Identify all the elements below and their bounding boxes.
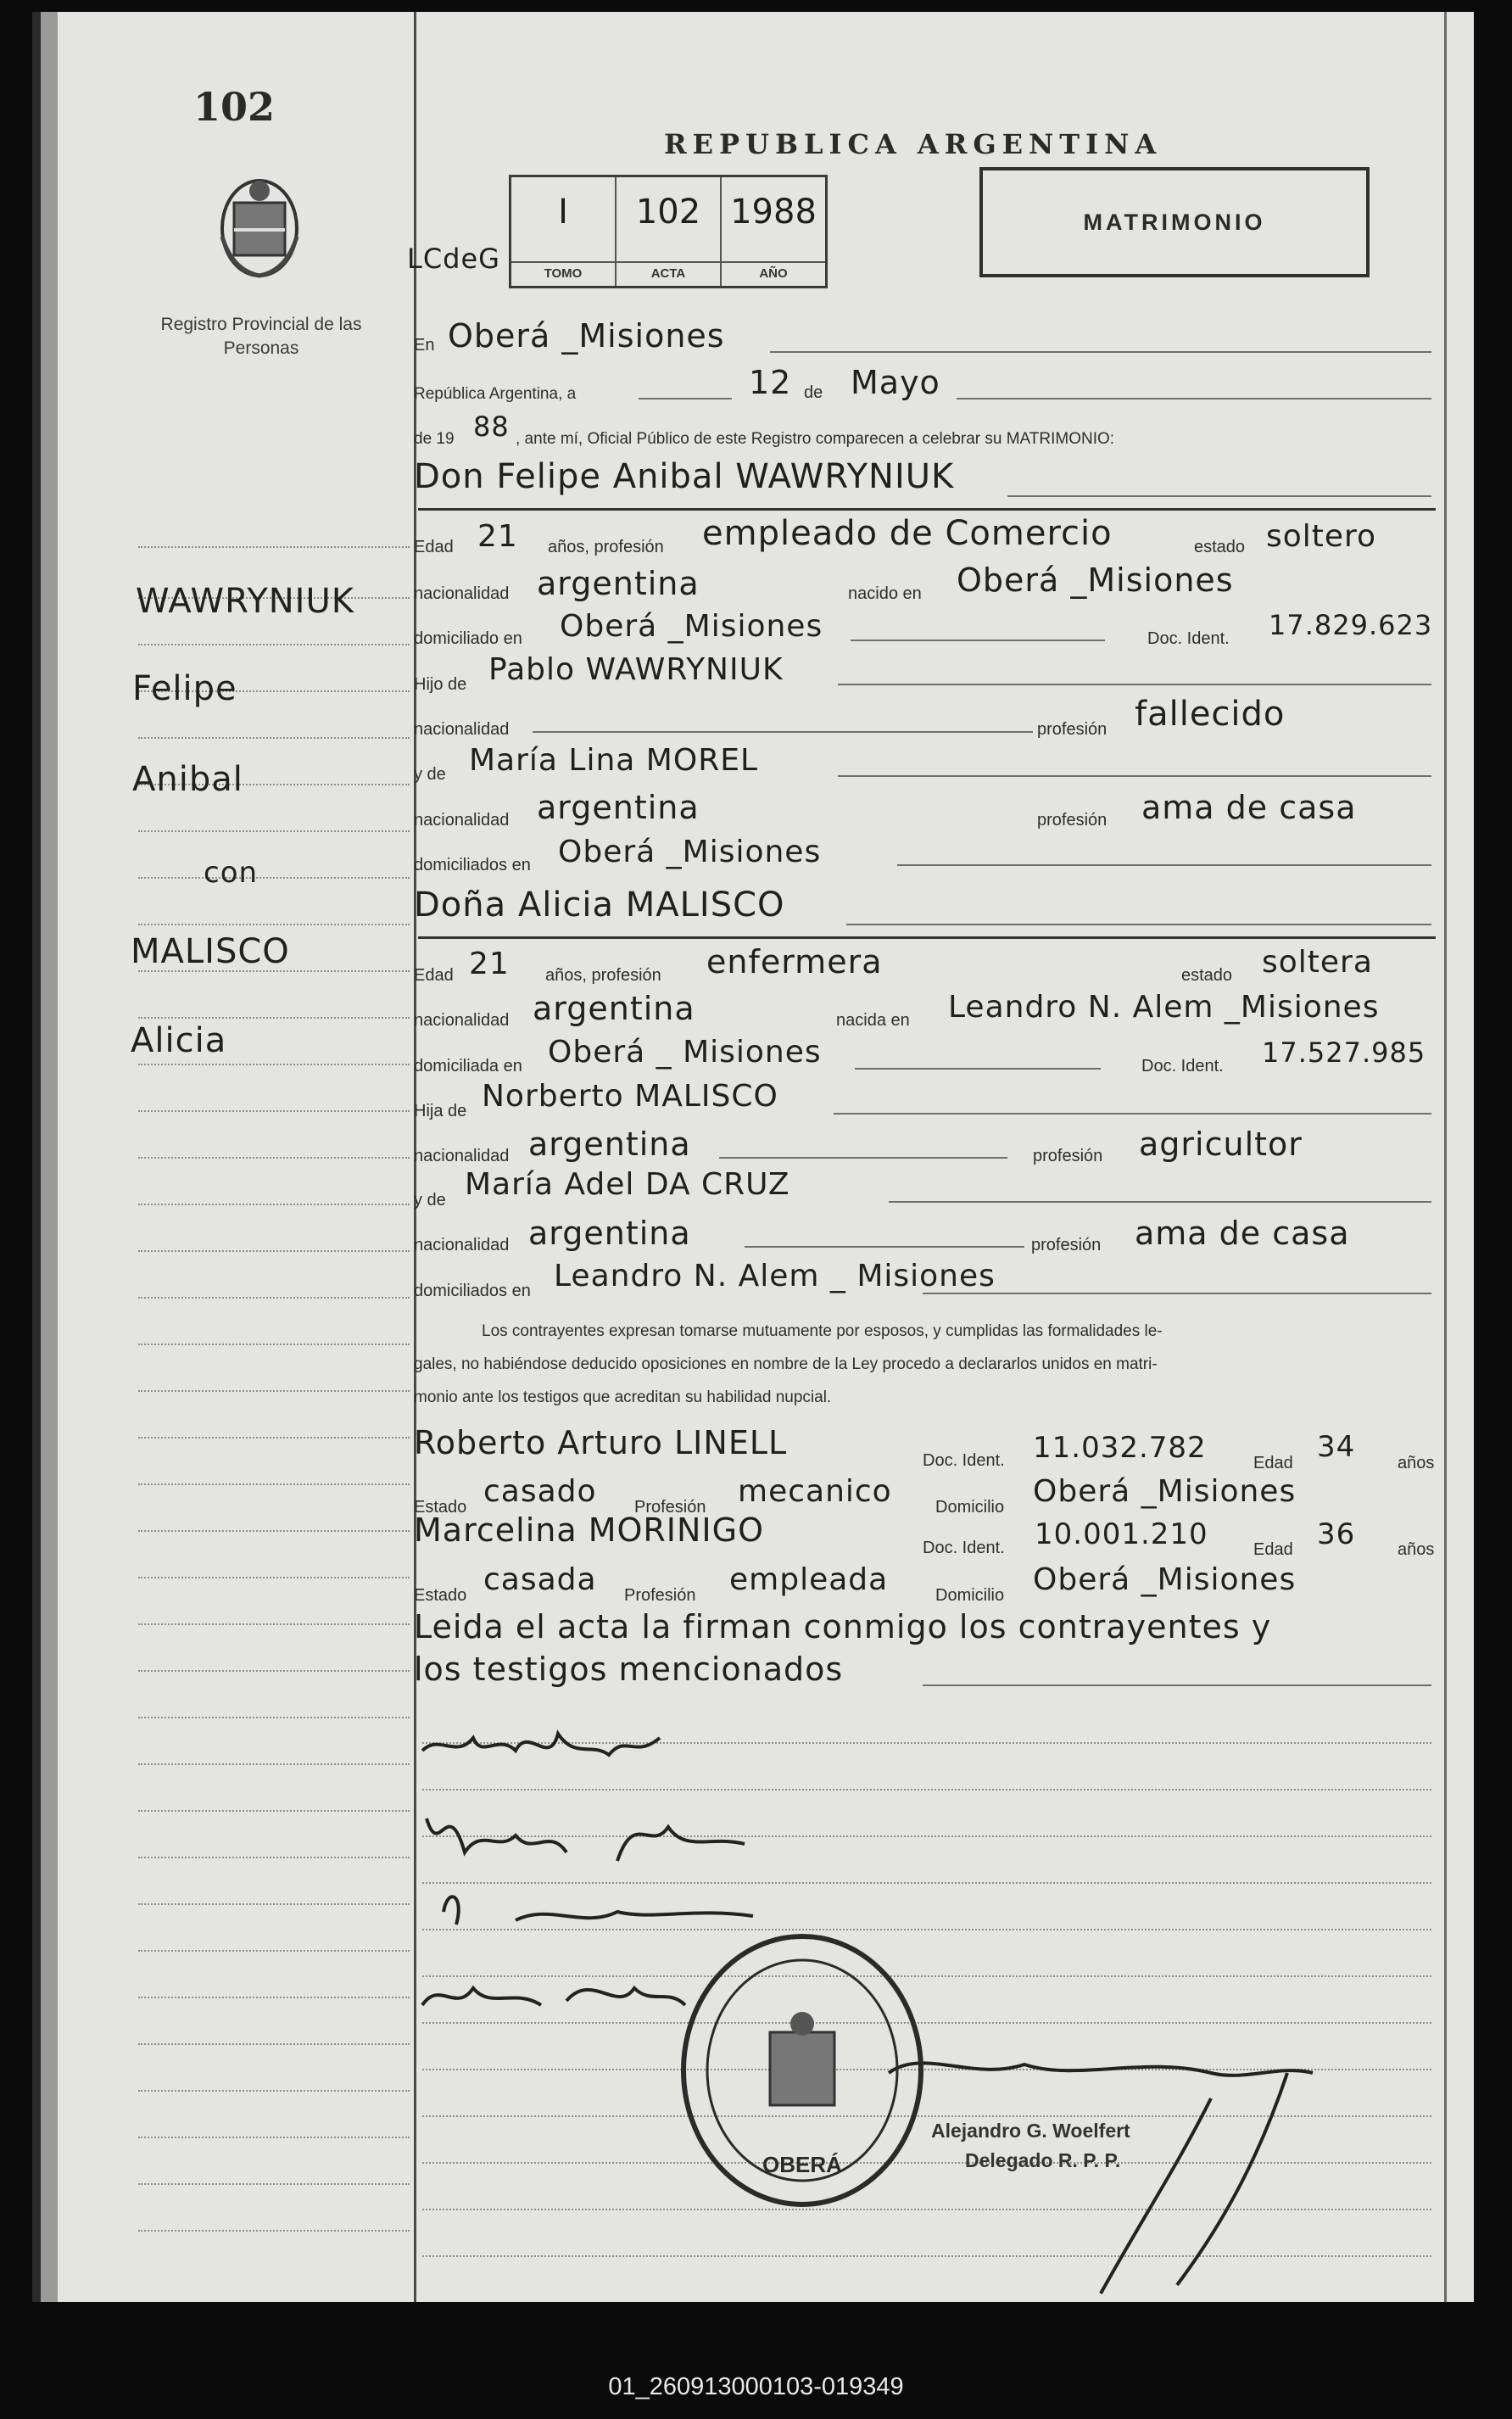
declaration-line-3: monio ante los testigos que acreditan su habilidad nupcial. xyxy=(414,1388,832,1406)
officer-signature xyxy=(889,2063,1313,2293)
day-value: 12 xyxy=(749,364,792,401)
bride-age: 21 xyxy=(469,947,510,981)
groom-mother-profession: ama de casa xyxy=(1141,789,1357,826)
groom-domicile: Oberá _Misiones xyxy=(560,609,823,644)
witness1-anos-label: años xyxy=(1398,1454,1435,1472)
witness2-domicile: Oberá _Misiones xyxy=(1033,1562,1297,1597)
groom-father-label: Hijo de xyxy=(414,675,467,694)
witness1-age-label: Edad xyxy=(1253,1454,1293,1472)
bride-nationality-label: nacionalidad xyxy=(414,1011,510,1030)
margin-secondname-groom: Anibal xyxy=(132,760,243,799)
groom-mother-label: y de xyxy=(414,765,446,784)
image-id-footer: 01_260913000103-019349 xyxy=(608,2373,904,2400)
witness2-domicile-label: Domicilio xyxy=(935,1586,1005,1605)
bride-status-label: estado xyxy=(1181,966,1233,985)
margin-firstname-groom: Felipe xyxy=(132,669,237,708)
groom-father-nationality-label: nacionalidad xyxy=(414,720,510,739)
register-page xyxy=(32,12,1474,2302)
witness2-status-label: Estado xyxy=(414,1586,467,1605)
bride-doc-label: Doc. Ident. xyxy=(1141,1057,1224,1075)
place-value: Oberá _Misiones xyxy=(448,317,725,355)
year-prefix: de 19 xyxy=(414,430,455,448)
witness2-profession: empleada xyxy=(729,1562,889,1597)
groom-mother-profession-label: profesión xyxy=(1037,811,1107,830)
bride-mother-nationality: argentina xyxy=(528,1215,691,1252)
bride-father-profession: agricultor xyxy=(1139,1126,1303,1163)
bride-profession-label: años, profesión xyxy=(545,966,661,985)
officer-title: Delegado R. P. P. xyxy=(965,2149,1121,2171)
groom-doc-label: Doc. Ident. xyxy=(1147,629,1230,648)
groom-father: Pablo WAWRYNIUK xyxy=(488,652,784,687)
bride-father-profession-label: profesión xyxy=(1033,1147,1103,1165)
witness1-domicile: Oberá _Misiones xyxy=(1033,1474,1297,1509)
groom-profession-label: años, profesión xyxy=(548,538,664,556)
bride-profession: enfermera xyxy=(706,943,883,980)
witness1-profession: mecanico xyxy=(738,1474,892,1509)
bride-domicile: Oberá _ Misiones xyxy=(548,1035,822,1070)
witness1-name: Roberto Arturo LINELL xyxy=(414,1424,788,1461)
witness2-doc: 10.001.210 xyxy=(1035,1517,1208,1551)
bride-parents-domicile-label: domiciliados en xyxy=(414,1282,531,1300)
en-label: En xyxy=(414,336,435,355)
bride-mother-nationality-label: nacionalidad xyxy=(414,1236,510,1254)
margin-con: con xyxy=(204,856,259,890)
bride-father-nationality: argentina xyxy=(528,1126,691,1163)
groom-name: Don Felipe Anibal WAWRYNIUK xyxy=(414,457,955,496)
ano-label: AÑO xyxy=(722,261,825,281)
official-seal-icon xyxy=(675,1930,929,2210)
groom-nationality-label: nacionalidad xyxy=(414,584,510,603)
bride-status: soltera xyxy=(1262,945,1373,980)
bride-father-nationality-label: nacionalidad xyxy=(414,1147,510,1165)
registry-name: Registro Provincial de las Personas xyxy=(160,315,362,358)
groom-birthplace-label: nacido en xyxy=(848,584,922,603)
bride-mother-label: y de xyxy=(414,1191,446,1210)
bride-parents-domicile: Leandro N. Alem _ Misiones xyxy=(554,1259,996,1293)
groom-domicile-label: domiciliado en xyxy=(414,629,522,648)
groom-profession: empleado de Comercio xyxy=(702,514,1113,553)
closing-line-1: Leida el acta la firman conmigo los contrayentes y xyxy=(414,1608,1272,1645)
witness1-domicile-label: Domicilio xyxy=(935,1498,1005,1517)
bride-signature xyxy=(427,1818,745,1861)
groom-signature xyxy=(422,1734,660,1755)
bride-mother-profession: ama de casa xyxy=(1135,1215,1350,1252)
witness2-profession-label: Profesión xyxy=(624,1586,696,1605)
bride-mother-profession-label: profesión xyxy=(1031,1236,1102,1254)
bride-birthplace-label: nacida en xyxy=(836,1011,910,1030)
bride-nationality: argentina xyxy=(533,990,695,1027)
witness2-signature xyxy=(422,1988,685,2005)
month-value: Mayo xyxy=(851,364,940,401)
bride-mother: María Adel DA CRUZ xyxy=(465,1167,790,1202)
bride-father-label: Hija de xyxy=(414,1102,467,1120)
year-suffix: 88 xyxy=(473,411,510,443)
groom-nationality: argentina xyxy=(537,565,700,602)
de-label: de xyxy=(804,383,823,402)
closing-line-2: los testigos mencionados xyxy=(414,1651,844,1688)
margin-surname-groom: WAWRYNIUK xyxy=(136,582,354,621)
witness1-status-label: Estado xyxy=(414,1498,467,1517)
witness2-age: 36 xyxy=(1317,1517,1356,1551)
country-title: REPUBLICA ARGENTINA xyxy=(664,128,1163,160)
groom-status: soltero xyxy=(1266,519,1377,554)
groom-parents-domicile-label: domiciliados en xyxy=(414,856,531,874)
groom-father-profession-label: profesión xyxy=(1037,720,1107,739)
witness2-doc-label: Doc. Ident. xyxy=(923,1539,1005,1557)
witness2-status: casada xyxy=(483,1562,597,1597)
groom-parents-domicile: Oberá _Misiones xyxy=(558,835,822,869)
witness1-status: casado xyxy=(483,1474,597,1509)
witness2-age-label: Edad xyxy=(1253,1540,1293,1559)
margin-surname-bride: MALISCO xyxy=(131,932,290,971)
witness1-doc: 11.032.782 xyxy=(1033,1431,1207,1465)
record-type-box: MATRIMONIO xyxy=(979,167,1370,277)
groom-age-label: Edad xyxy=(414,538,454,556)
acta-value: 102 xyxy=(635,193,701,232)
witness1-profession-label: Profesión xyxy=(634,1498,706,1517)
groom-mother-nationality: argentina xyxy=(537,789,700,826)
bride-name: Doña Alicia MALISCO xyxy=(414,885,785,925)
witness2-name: Marcelina MORINIGO xyxy=(414,1511,764,1549)
bride-age-label: Edad xyxy=(414,966,454,985)
page-number: 102 xyxy=(193,84,276,130)
witness1-doc-label: Doc. Ident. xyxy=(923,1451,1005,1470)
groom-birthplace: Oberá _Misiones xyxy=(957,561,1234,599)
intro-text: , ante mí, Oficial Público de este Registro comparecen a celebrar su MATRIMONIO: xyxy=(516,430,1115,448)
witness2-anos-label: años xyxy=(1398,1540,1435,1559)
tomo-label: TOMO xyxy=(511,261,615,281)
bride-doc: 17.527.985 xyxy=(1262,1036,1426,1069)
corner-note: LCdeG xyxy=(407,243,500,275)
bride-birthplace: Leandro N. Alem _Misiones xyxy=(948,990,1380,1025)
groom-mother-nationality-label: nacionalidad xyxy=(414,811,510,830)
groom-father-profession: fallecido xyxy=(1135,695,1286,734)
declaration-line-2: gales, no habiéndose deducido oposiciones en nombre de la Ley procedo a declararlos unidos en matri- xyxy=(414,1355,1158,1373)
groom-status-label: estado xyxy=(1194,538,1246,556)
bride-father: Norberto MALISCO xyxy=(482,1079,778,1114)
bride-domicile-label: domiciliada en xyxy=(414,1057,522,1075)
witness1-signature xyxy=(444,1897,753,1925)
republic-label: República Argentina, a xyxy=(414,385,577,403)
margin-firstname-bride: Alicia xyxy=(131,1021,227,1060)
groom-doc: 17.829.623 xyxy=(1269,609,1433,641)
groom-age: 21 xyxy=(477,519,518,554)
officer-name: Alejandro G. Woelfert xyxy=(931,2120,1130,2142)
witness1-age: 34 xyxy=(1317,1430,1356,1464)
tomo-value: I xyxy=(558,193,568,232)
groom-mother: María Lina MOREL xyxy=(469,743,759,778)
acta-label: ACTA xyxy=(617,261,720,281)
ano-value: 1988 xyxy=(730,193,817,232)
declaration-line-1: Los contrayentes expresan tomarse mutuamente por esposos, y cumplidas las formalidades le- xyxy=(482,1322,1163,1340)
seal-text: OBERÁ xyxy=(762,2152,842,2177)
